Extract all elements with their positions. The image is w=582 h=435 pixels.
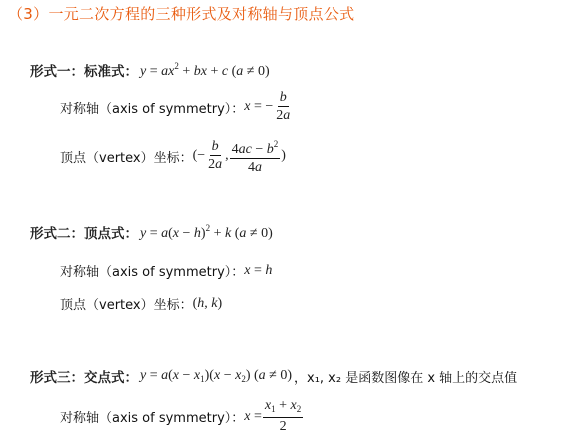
form3-title: 形式三：交点式： [30,370,138,386]
form3-axis-label: 对称轴（axis of symmetry）： [60,411,245,426]
form2-title: 形式二：顶点式： [30,226,138,242]
form1-vertex-formula: (− $\frac{b}{2a}$ , $\frac{4ac - b^2}{4a}$ ) [193,136,286,176]
form1-axis-label: 对称轴（axis of symmetry）： [60,101,245,117]
section-heading: （3）一元二次方程的三种形式及对称轴与顶点公式 [8,5,355,23]
form1-axis-line [60,90,293,124]
form3-axis-formula: x = $\frac{x_1 + x_2}{2}$ [244,398,302,434]
form1-equation: $y = ax^2$ + bx + c (a ≠ 0) [140,60,270,79]
form3-note: ，x₁, x₂ 是函数图像在 x 轴上的交点值 [294,370,518,386]
form1-line [30,60,270,80]
form3-line [30,366,517,386]
form2-axis-formula: x = h [244,262,273,278]
form3-equation: $y = a(x - x_1)(x - x_2)$ (a ≠ 0) [140,368,292,384]
form1-axis-formula: x = − $\frac{b}{2a}$ [244,90,291,123]
form3-axis-line [60,398,304,435]
form2-axis-line [60,261,272,280]
form2-axis-label: 对称轴（axis of symmetry）： [60,265,245,280]
form2-line [30,222,273,242]
form1-vertex-label: 顶点（vertex）坐标： [60,150,193,166]
form2-equation: $y = a(x - h)^2 + k$ (a ≠ 0) [140,222,273,241]
form2-vertex-label: 顶点（vertex）坐标： [60,298,193,313]
form1-title: 形式一：标准式： [30,64,138,80]
form2-vertex-formula: (h, k) [192,295,223,311]
form1-vertex-line [60,136,286,176]
form2-vertex-line [60,294,222,313]
